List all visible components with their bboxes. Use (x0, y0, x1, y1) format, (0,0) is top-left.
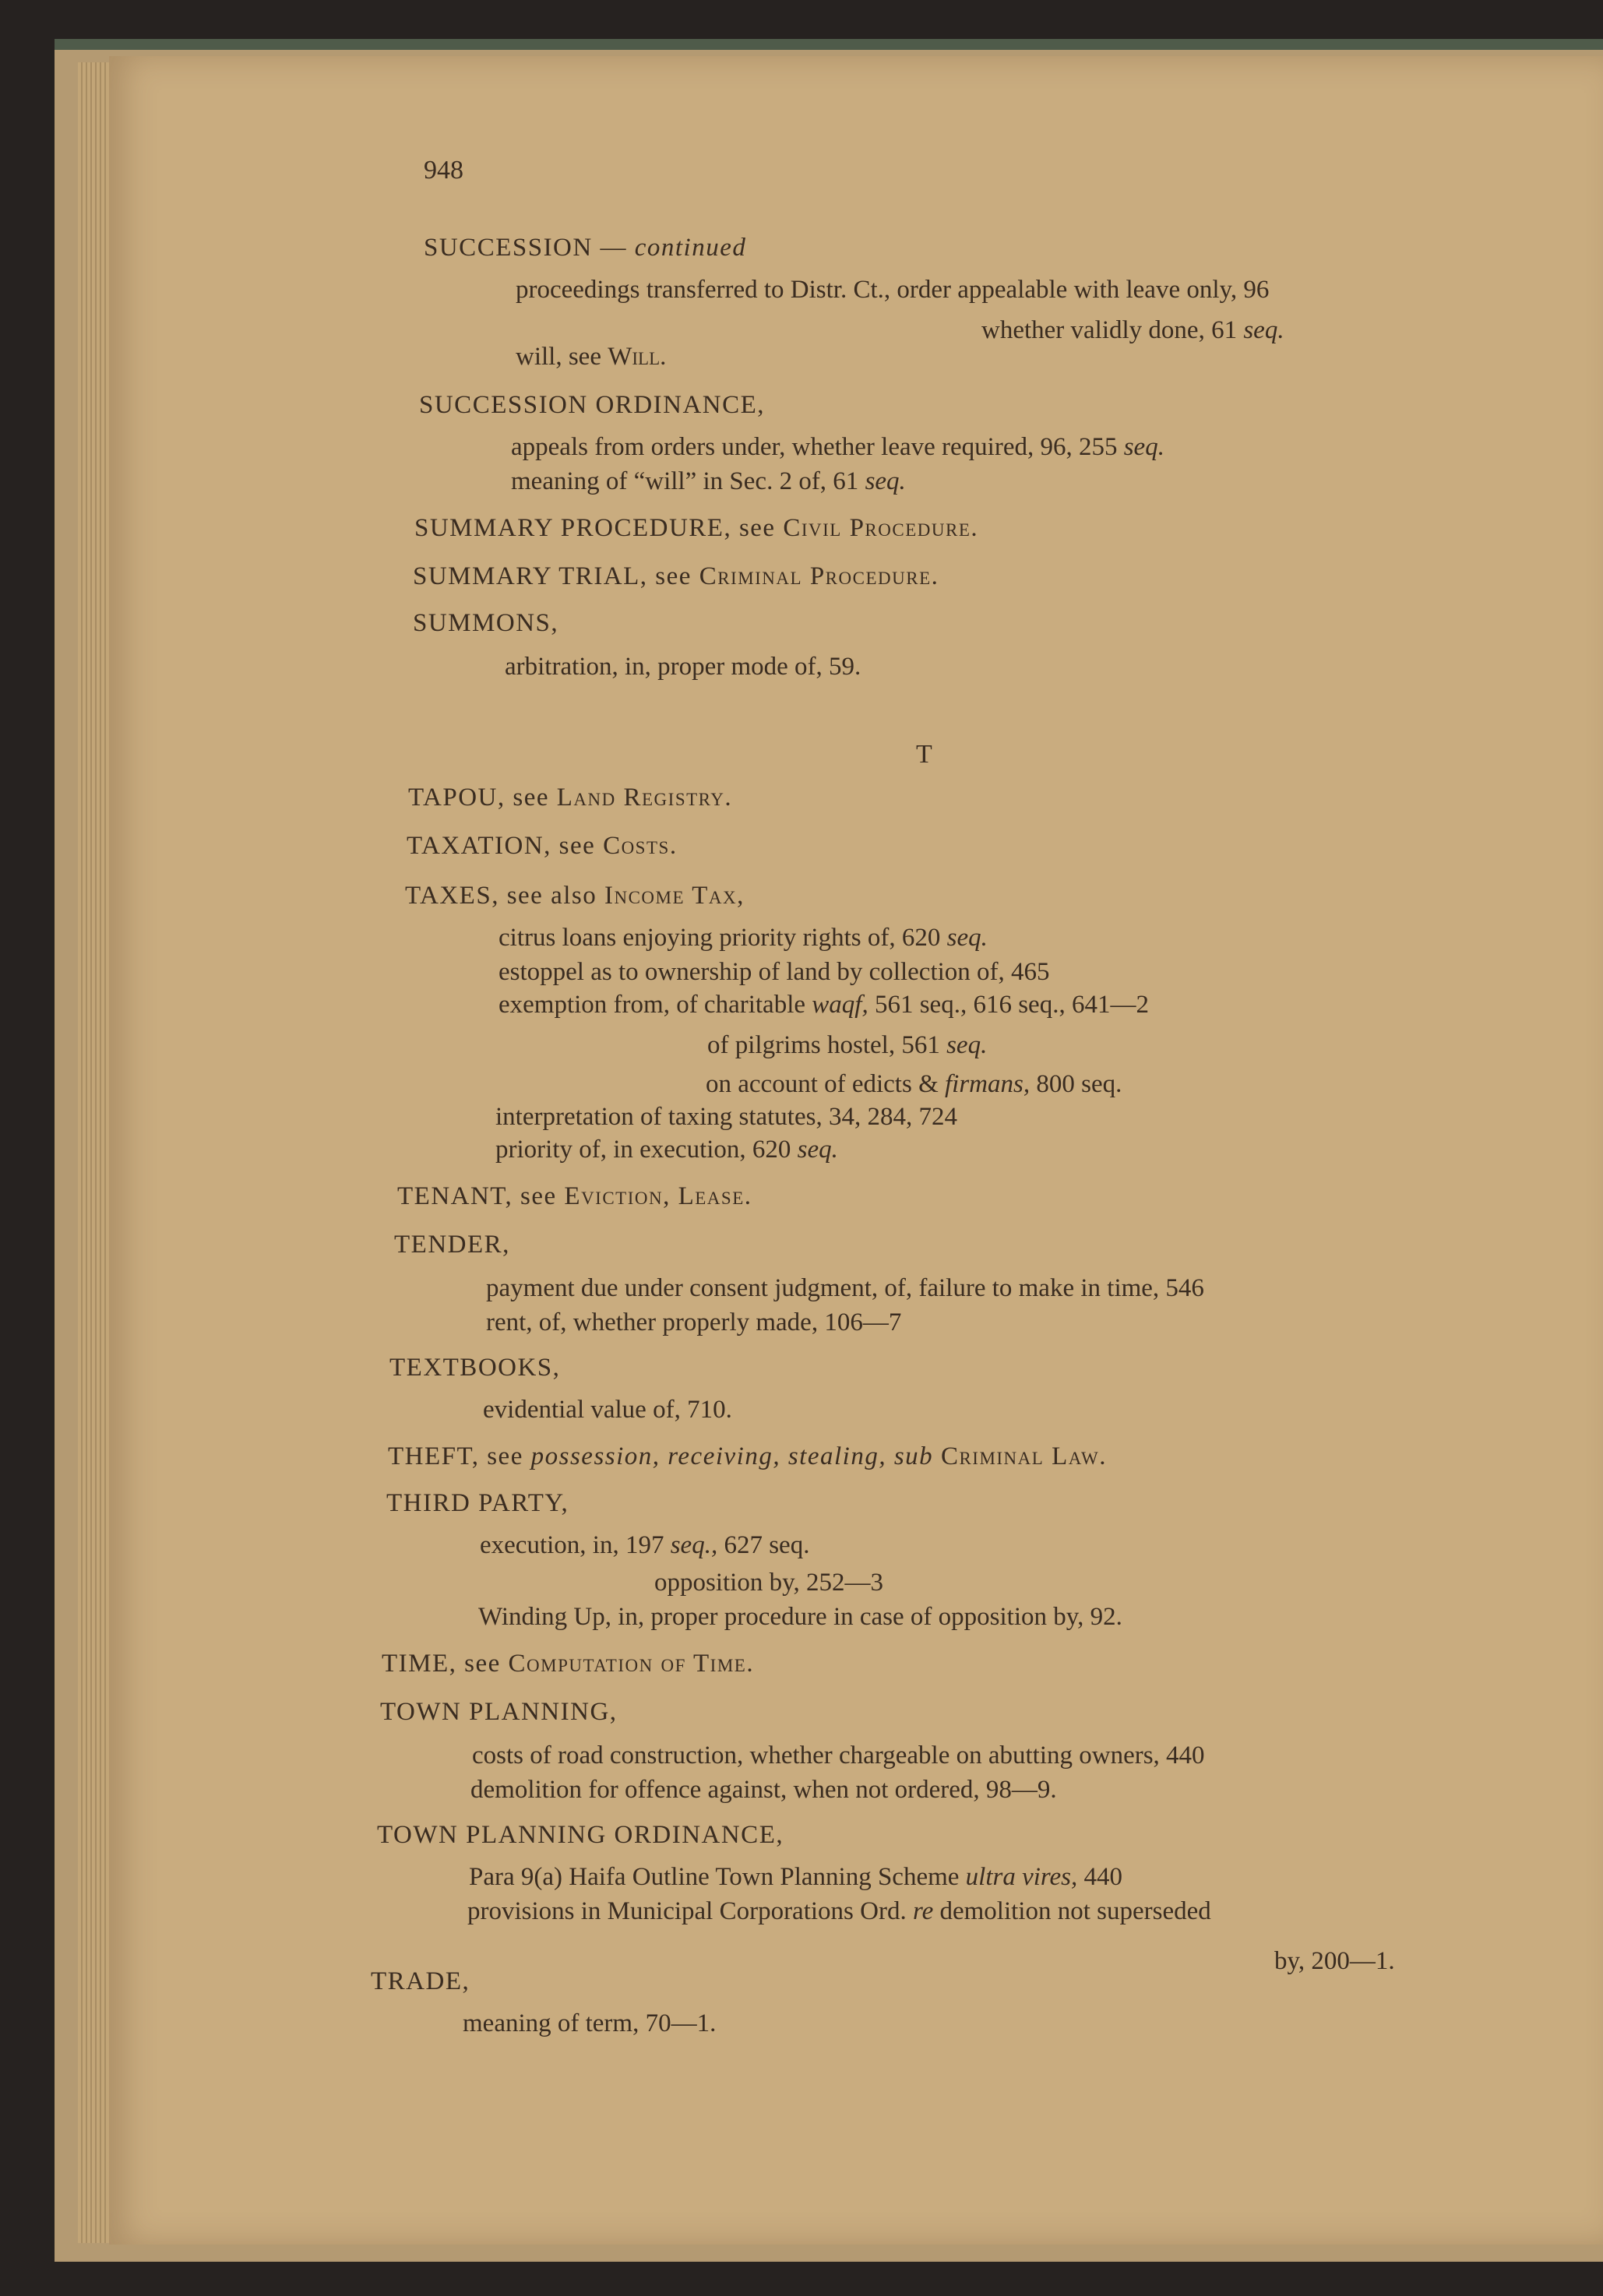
index-subentry: provisions in Municipal Corporations Ord. re demolition not superseded (467, 1897, 1211, 1925)
index-subentry: interpretation of taxing statutes, 34, 284, 724 (495, 1103, 957, 1131)
index-subentry: rent, of, whether properly made, 106—7 (486, 1308, 902, 1336)
index-entry-heading: THIRD PARTY, (386, 1489, 569, 1517)
index-entry-heading: TIME, see Computation of Time. (382, 1650, 755, 1678)
index-entry-heading: SUCCESSION ORDINANCE, (419, 391, 766, 419)
index-entry-heading: TOWN PLANNING ORDINANCE, (377, 1821, 784, 1849)
page-number: 948 (424, 156, 463, 185)
index-subentry: execution, in, 197 seq., 627 seq. (480, 1531, 810, 1559)
index-subentry: meaning of term, 70—1. (463, 2009, 717, 2037)
index-subentry: payment due under consent judgment, of, failure to make in time, 546 (486, 1274, 1204, 1302)
index-entry-heading: TAXATION, see Costs. (407, 832, 678, 860)
index-subentry-continuation: by, 200—1. (1274, 1947, 1395, 1975)
index-subentry: exemption from, of charitable waqf, 561 seq., 616 seq., 641—2 (499, 991, 1149, 1019)
index-subentry: evidential value of, 710. (483, 1396, 732, 1424)
index-entry-heading: TENANT, see Eviction, Lease. (397, 1182, 752, 1210)
index-subentry: estoppel as to ownership of land by collection of, 465 (499, 958, 1050, 986)
index-subentry: demolition for offence against, when not ordered, 98—9. (470, 1776, 1057, 1804)
index-entry-heading: TRADE, (371, 1967, 470, 1995)
index-entry-heading: SUMMONS, (413, 609, 559, 637)
section-letter: T (916, 740, 932, 769)
index-subentry-continuation: opposition by, 252—3 (654, 1569, 883, 1597)
index-subentry-continuation: on account of edicts & firmans, 800 seq. (706, 1070, 1122, 1098)
index-subentry-continuation: of pilgrims hostel, 561 seq. (707, 1031, 988, 1059)
index-subentry: costs of road construction, whether chargeable on abutting owners, 440 (472, 1741, 1205, 1770)
index-subentry: appeals from orders under, whether leave required, 96, 255 seq. (511, 433, 1164, 461)
page-stack-edges (78, 62, 109, 2243)
index-entry-heading: TEXTBOOKS, (389, 1354, 561, 1382)
index-entry-heading: SUMMARY PROCEDURE, see Civil Procedure. (414, 514, 979, 542)
index-subentry: meaning of “will” in Sec. 2 of, 61 seq. (511, 467, 906, 495)
index-subentry: will, see Will. (516, 343, 667, 371)
index-entry-heading: SUCCESSION — continued (424, 234, 747, 262)
index-entry-heading: THEFT, see possession, receiving, stealing, sub Criminal Law. (388, 1442, 1107, 1470)
index-subentry: priority of, in execution, 620 seq. (495, 1136, 838, 1164)
index-entry-heading: TAPOU, see Land Registry. (408, 784, 733, 812)
index-subentry-continuation: whether validly done, 61 seq. (981, 316, 1284, 344)
index-entry-heading: SUMMARY TRIAL, see Criminal Procedure. (413, 562, 939, 590)
index-subentry: arbitration, in, proper mode of, 59. (505, 653, 861, 681)
index-subentry: citrus loans enjoying priority rights of, 620 seq. (499, 924, 988, 952)
index-subentry: Para 9(a) Haifa Outline Town Planning Scheme ultra vires, 440 (469, 1863, 1123, 1891)
index-subentry: proceedings transferred to Distr. Ct., order appealable with leave only, 96 (516, 276, 1270, 304)
index-entry-heading: TENDER, (394, 1231, 510, 1259)
index-entry-heading: TAXES, see also Income Tax, (405, 882, 745, 910)
index-subentry: Winding Up, in, proper procedure in case of opposition by, 92. (478, 1603, 1122, 1631)
index-entry-heading: TOWN PLANNING, (380, 1698, 618, 1726)
